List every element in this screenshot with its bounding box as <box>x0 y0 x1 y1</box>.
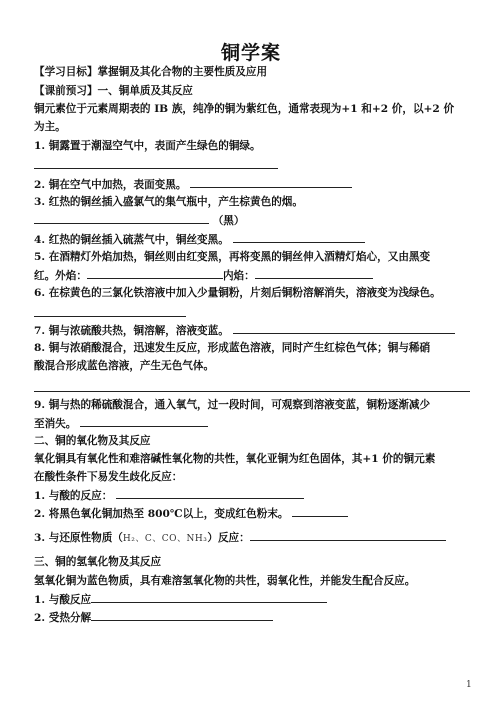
learning-objective: 【学习目标】掌握铜及其化合物的主要性质及应用 <box>34 66 268 78</box>
oxide-intro-line-1: 氧化铜具有氧化性和难溶碱性氧化物的共性，氧化亚铜为红色固体，其+1 价的铜元素 <box>34 453 436 465</box>
question-5-answer-row <box>34 268 474 283</box>
answer-blank-2[interactable] <box>190 177 352 188</box>
answer-blank-3[interactable] <box>34 213 209 224</box>
answer-blank-7[interactable] <box>233 323 455 334</box>
answer-blank-o2[interactable] <box>292 506 348 517</box>
oxide-question-2-row <box>34 506 474 521</box>
page-title: 铜学案 <box>220 42 281 64</box>
answer-line-6[interactable] <box>34 316 186 317</box>
preview-heading: 【课前预习】一、铜单质及其反应 <box>34 85 193 97</box>
hydroxide-question-2: 2. 受热分解 <box>34 612 92 624</box>
answer-blank-4[interactable] <box>233 232 365 243</box>
answer-line-8[interactable] <box>34 391 470 392</box>
oxide-question-3-start: 3. 与还原性物质（ <box>34 532 123 544</box>
hydroxide-question-1: 1. 与酸反应 <box>34 594 92 606</box>
question-8-line-1: 8. 铜与浓硝酸混合，迅速发生反应，形成蓝色溶液，同时产生红棕色气体；铜与稀硝 <box>34 342 431 354</box>
page-number: 1 <box>466 680 472 690</box>
hydroxide-question-1-row <box>34 592 474 607</box>
outer-flame-blank[interactable] <box>87 268 223 279</box>
question-2: 2. 铜在空气中加热，表面变黑。 <box>34 179 187 191</box>
hydroxide-intro: 氢氧化铜为蓝色物质，具有难溶氢氧化物的共性，弱氧化性，并能发生配合反应。 <box>34 575 416 587</box>
oxide-question-2: 2. 将黑色氧化铜加热至 800℃以上，变成红色粉末。 <box>34 508 289 520</box>
question-7: 7. 铜与浓硫酸共热，铜溶解，溶液变蓝。 <box>34 325 229 337</box>
question-3-answer-row <box>34 213 474 228</box>
answer-blank-9[interactable] <box>80 416 208 427</box>
intro-line-2: 为主。 <box>34 121 66 133</box>
outer-flame-label: 红。外焰： <box>34 270 87 282</box>
inner-flame-blank[interactable] <box>255 268 373 279</box>
question-1: 1. 铜露置于潮湿空气中，表面产生绿色的铜绿。 <box>34 140 261 152</box>
question-9-answer-row <box>34 416 474 431</box>
section-3-heading: 三、铜的氢氧化物及其反应 <box>34 556 162 568</box>
question-7-row <box>34 323 474 338</box>
oxide-question-1-row <box>34 488 474 503</box>
answer-blank-o1[interactable] <box>116 488 304 499</box>
section-2-heading: 二、铜的氧化物及其反应 <box>34 435 151 447</box>
inner-flame-label: 内焰： <box>222 270 255 282</box>
question-5-line-1: 5. 在酒精灯外焰加热，铜丝则由红变黑，再将变黑的铜丝伸入酒精灯焰心，又由黑变 <box>34 251 431 263</box>
oxide-question-1: 1. 与酸的反应： <box>34 490 113 502</box>
question-4-row <box>34 232 474 247</box>
oxide-question-3-row <box>34 530 474 546</box>
question-3: 3. 红热的铜丝插入盛氯气的集气瓶中，产生棕黄色的烟。 <box>34 196 303 208</box>
reducing-agents: H₂、C、CO、NH₃ <box>122 534 208 544</box>
question-6: 6. 在棕黄色的三氯化铁溶液中加入少量铜粉，片刻后铜粉溶解消失，溶液变为浅绿色。 <box>34 287 441 299</box>
question-3-note: （黑） <box>212 215 245 227</box>
answer-blank-h1[interactable] <box>91 592 327 603</box>
hydroxide-question-2-row <box>34 610 474 625</box>
question-8-line-2: 酸混合形成蓝色溶液，产生无色气体。 <box>34 360 215 372</box>
question-9-line-2: 至消失。 <box>34 418 77 430</box>
answer-line-1[interactable] <box>34 168 278 169</box>
oxide-question-3-end: ）反应： <box>207 532 250 544</box>
question-9-line-1: 9. 铜与热的稀硫酸混合，通入氧气，过一段时间，可观察到溶液变蓝，铜粉逐渐减少 <box>34 399 431 411</box>
question-2-row <box>34 177 474 192</box>
oxide-intro-line-2: 在酸性条件下易发生歧化反应： <box>34 471 183 483</box>
question-4: 4. 红热的铜丝插入硫蒸气中，铜丝变黑。 <box>34 234 229 246</box>
answer-blank-o3[interactable] <box>250 530 446 541</box>
answer-blank-h2[interactable] <box>91 610 273 621</box>
intro-line-1: 铜元素位于元素周期表的 IB 族，纯净的铜为紫红色，通常表现为+1 和+2 价，以+2 价 <box>34 103 455 115</box>
